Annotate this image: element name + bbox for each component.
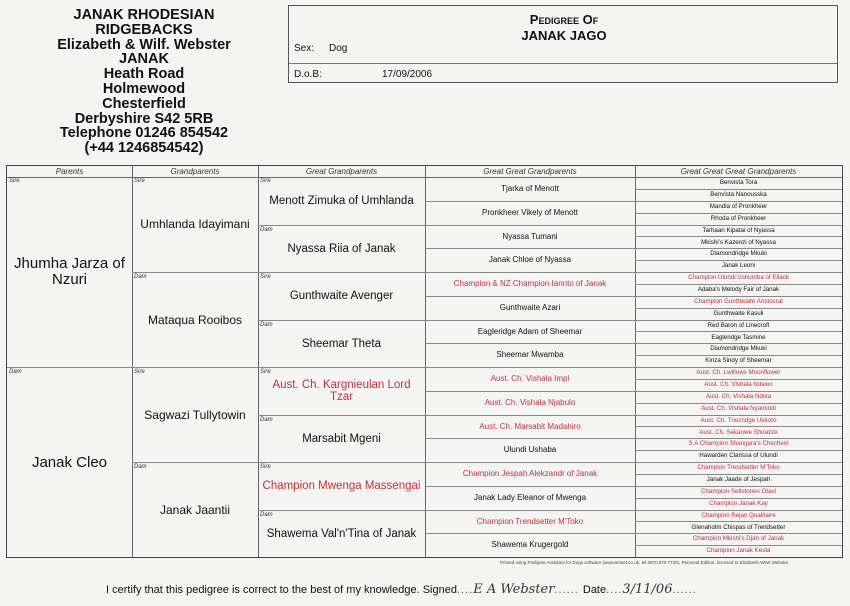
ggg-grandparent-name: Champion Trendsetter M'Toko: [697, 464, 780, 472]
column-header: Great Great Grandparents: [425, 166, 635, 178]
gg-grandparent-cell: [425, 367, 635, 391]
great-grandparent-cell: [258, 415, 425, 463]
grandparent-cell: [132, 177, 258, 272]
gg-grandparent-name: Nyassa Tumani: [502, 231, 558, 241]
gg-grandparent-name: Janak Lady Eleanor of Mwenga: [473, 492, 587, 502]
sire-label: Sire: [134, 369, 145, 375]
gg-grandparent-name: Gunthwaite Azari: [499, 302, 561, 312]
pedigree-title-line: Pedigree Of: [529, 12, 599, 27]
parent-name: Janak Cleo: [31, 453, 108, 471]
dam-label: Dam: [260, 511, 273, 518]
ggg-grandparent-cell: [635, 521, 842, 533]
pedigree-title: [479, 12, 649, 44]
breeder-line: Chesterfield: [102, 95, 186, 112]
parent-name: Jhumha Jarza of Nzuri: [14, 255, 125, 288]
gg-grandparent-cell: [425, 320, 635, 344]
gg-grandparent-cell: [425, 415, 635, 439]
gg-grandparent-name: Pronkheer Vikely of Menott: [482, 207, 578, 217]
breeder-line: Derbyshire S42 5RB: [74, 110, 214, 127]
pedigree-info-box: [288, 5, 838, 83]
ggg-grandparent-name: Glenaholm Chispas of Trendsetter: [691, 523, 786, 531]
breeder-line: JANAK: [119, 51, 169, 68]
ggg-grandparent-name: Rhoda of Pronkheer: [710, 214, 767, 222]
pedigree-table: [6, 165, 843, 558]
sire-label: Sire: [260, 369, 271, 375]
certification-text: I certify that this pedigree is correct to the best of my knowledge. Signed: [106, 584, 457, 596]
gg-grandparent-name: Champion Jespah Alekzandr of Janak: [462, 469, 598, 479]
ggg-grandparent-name: Hawarden Clarissa of Ulundi: [699, 452, 778, 460]
grandparent-cell: [132, 462, 258, 557]
column-header: Grandparents: [132, 166, 258, 178]
gg-grandparent-name: Eagleridge Adam of Sheemar: [477, 326, 583, 336]
gg-grandparent-cell: [425, 225, 635, 249]
great-grandparent-cell: [258, 272, 425, 320]
dam-label: Dam: [260, 226, 273, 233]
dob-value: 17/09/2006: [382, 69, 433, 80]
grandparent-cell: [132, 367, 258, 462]
ggg-grandparent-cell: [635, 236, 842, 248]
ggg-grandparent-cell: [635, 331, 842, 343]
ggg-grandparent-name: Champion Ulundi Ushumba of Ellack: [688, 274, 789, 282]
ggg-grandparent-name: Champion Janak Kesta: [706, 547, 771, 555]
great-grandparent-name: Menott Zimuka of Umhlanda: [269, 194, 414, 207]
parent-cell: [7, 367, 132, 557]
ggg-grandparent-cell: [635, 367, 842, 379]
grandparent-cell: [132, 272, 258, 367]
breeder-line: Holmewood: [102, 80, 186, 97]
great-grandparent-name: Marsabit Mgeni: [302, 432, 381, 445]
ggg-grandparent-name: Champion Seltstones Otavi: [701, 487, 776, 495]
ggg-grandparent-name: Mkishi's Kazenzi of Nyassa: [701, 238, 776, 246]
date-value: 3/11/06: [622, 582, 673, 597]
ggg-grandparent-cell: [635, 296, 842, 308]
ggg-grandparent-cell: [635, 343, 842, 355]
ggg-grandparent-name: Janak Leoni: [721, 262, 756, 270]
sire-label: Sire: [134, 178, 145, 184]
ggg-grandparent-cell: [635, 486, 842, 498]
ggg-grandparent-cell: [635, 225, 842, 237]
ggg-grandparent-name: Champion Mkishi's Djan of Janak: [692, 535, 785, 543]
dam-label: Dam: [9, 369, 22, 375]
great-grandparent-cell: [258, 367, 425, 415]
ggg-grandparent-cell: [635, 545, 842, 557]
date-label: Date: [582, 584, 607, 596]
ggg-grandparent-name: Aust. Ch. Vishala Nyamindi: [701, 404, 776, 412]
gg-grandparent-cell: [425, 201, 635, 225]
gg-grandparent-cell: [425, 272, 635, 296]
software-footnote: Printed using Pedigree Assistant for Dogs software (www.tenset.co.uk, tel 0870 670 7740). Personal Edition, licensed to Elizabeth AWW Webster: [500, 560, 789, 565]
ggg-grandparent-cell: [635, 498, 842, 510]
ggg-grandparent-name: Benvista Tora: [719, 178, 758, 186]
great-grandparent-cell: [258, 462, 425, 510]
ggg-grandparent-cell: [635, 320, 842, 332]
grandparent-name: Mataqua Rooibos: [147, 312, 243, 327]
ggg-grandparent-cell: [635, 403, 842, 415]
gg-grandparent-cell: [425, 486, 635, 510]
gg-grandparent-cell: [425, 177, 635, 201]
ggg-grandparent-name: Kinza Sindy of Sheemar: [705, 357, 772, 365]
gg-grandparent-name: Janak Chloe of Nyassa: [488, 255, 572, 265]
ggg-grandparent-name: Diamondridge Mkuki: [710, 345, 767, 353]
great-grandparent-cell: [258, 177, 425, 225]
great-grandparent-name: Champion Mwenga Massengai: [262, 480, 421, 493]
great-grandparent-name: Shawema Val'n'Tina of Janak: [266, 527, 417, 540]
divider: [289, 63, 837, 64]
breeder-line: (+44 1246854542): [84, 140, 204, 157]
ggg-grandparent-name: Mandla of Pronkheer: [709, 202, 768, 210]
ggg-grandparent-cell: [635, 426, 842, 438]
dam-label: Dam: [260, 416, 273, 423]
great-grandparent-name: Nyassa Riia of Janak: [287, 242, 396, 255]
breeder-line: Elizabeth & Wilf. Webster: [57, 36, 231, 53]
ggg-grandparent-name: Aust. Ch. Tnezridge Uekoto: [700, 416, 777, 424]
ggg-grandparent-cell: [635, 201, 842, 213]
gg-grandparent-cell: [425, 438, 635, 462]
gg-grandparent-name: Champion Trendsetter M'Toko: [476, 516, 584, 526]
signature: E A Webster: [473, 582, 555, 597]
great-grandparent-cell: [258, 320, 425, 368]
grandparent-name: Sagwazi Tullytowin: [144, 407, 246, 422]
parent-cell: [7, 177, 132, 367]
ggg-grandparent-name: Janak Jaade of Jespah: [706, 476, 771, 484]
ggg-grandparent-cell: [635, 260, 842, 272]
ggg-grandparent-name: S.A Champion Shangara's Checheni: [688, 440, 789, 448]
dam-label: Dam: [134, 464, 147, 470]
dam-label: Dam: [260, 321, 273, 328]
gg-grandparent-cell: [425, 296, 635, 320]
dob-label: D.o.B:: [294, 69, 322, 80]
sire-label: Sire: [260, 178, 271, 184]
ggg-grandparent-cell: [635, 379, 842, 391]
sire-label: Sire: [260, 464, 271, 470]
grandparent-name: Umhlanda Idayimani: [140, 217, 250, 232]
gg-grandparent-name: Champion & NZ Champion Iannto of Janak: [453, 279, 607, 289]
ggg-grandparent-name: Benvista Nanousska: [710, 191, 767, 199]
breeder-line: Telephone 01246 854542: [59, 125, 229, 142]
dog-name: JANAK JAGO: [521, 28, 607, 43]
ggg-grandparent-cell: [635, 189, 842, 201]
sex-value: Dog: [329, 43, 348, 54]
grandparent-name: Janak Jaantii: [159, 502, 231, 517]
ggg-grandparent-name: Diamondridge Mkuki: [710, 250, 767, 258]
ggg-grandparent-cell: [635, 474, 842, 486]
gg-grandparent-cell: [425, 462, 635, 486]
great-grandparent-name: Gunthwaite Avenger: [289, 290, 394, 303]
sire-label: Sire: [260, 274, 271, 280]
ggg-grandparent-cell: [635, 450, 842, 462]
ggg-grandparent-name: Aust. Ch. Lwillows Moonflower: [696, 369, 781, 377]
ggg-grandparent-cell: [635, 415, 842, 427]
gg-grandparent-cell: [425, 343, 635, 367]
gg-grandparent-cell: [425, 510, 635, 534]
column-header: Great Grandparents: [258, 166, 425, 178]
column-header: Parents: [7, 166, 132, 178]
ggg-grandparent-cell: [635, 438, 842, 450]
certification-line: I certify that this pedigree is correct to the best of my knowledge. Signed....E A Webster...... Date....3/11/06......: [106, 582, 697, 597]
gg-grandparent-name: Sheemar Mwamba: [496, 350, 564, 360]
ggg-grandparent-cell: [635, 308, 842, 320]
ggg-grandparent-name: Champion Rejan Qualitaire: [701, 511, 776, 519]
ggg-grandparent-cell: [635, 355, 842, 367]
breeder-line: RIDGEBACKS: [95, 21, 193, 38]
ggg-grandparent-name: Adaba's Melody Fair of Janak: [697, 286, 780, 294]
gg-grandparent-name: Shawema Krugergold: [491, 540, 569, 550]
ggg-grandparent-name: Eagleridge Tasmine: [711, 333, 766, 341]
ggg-grandparent-cell: [635, 284, 842, 296]
ggg-grandparent-cell: [635, 248, 842, 260]
gg-grandparent-name: Ulundi Ushaba: [503, 445, 557, 455]
ggg-grandparent-cell: [635, 391, 842, 403]
dam-label: Dam: [134, 274, 147, 280]
ggg-grandparent-name: Aust. Ch. Vishala Ndawo: [704, 381, 773, 389]
ggg-grandparent-cell: [635, 272, 842, 284]
gg-grandparent-cell: [425, 533, 635, 557]
ggg-grandparent-name: Champion Janak Kay: [709, 499, 768, 507]
breeder-address-block: [20, 8, 268, 156]
ggg-grandparent-name: Aust. Ch. Vishala Ndola: [705, 392, 772, 400]
column-header: Great Great Great Grandparents: [635, 166, 842, 178]
gg-grandparent-name: Tjarka of Menott: [501, 183, 559, 193]
ggg-grandparent-name: Champion Gunthwaite Aristocrat: [694, 297, 783, 305]
ggg-grandparent-name: Gunthwaite Kasuli: [713, 309, 764, 317]
gg-grandparent-name: Aust. Ch. Marsabit Madahiro: [479, 421, 581, 431]
ggg-grandparent-cell: [635, 177, 842, 189]
breeder-line: JANAK RHODESIAN: [73, 7, 215, 23]
ggg-grandparent-cell: [635, 462, 842, 474]
gg-grandparent-cell: [425, 391, 635, 415]
ggg-grandparent-cell: [635, 213, 842, 225]
ggg-grandparent-cell: [635, 533, 842, 545]
sire-label: Sire: [9, 178, 20, 184]
ggg-grandparent-name: Aust. Ch. Sekanwe Shirazze: [699, 428, 778, 436]
great-grandparent-cell: [258, 225, 425, 273]
great-grandparent-name: Aust. Ch. Kargnieulan Lord Tzar: [272, 379, 411, 404]
gg-grandparent-name: Aust. Ch. Vishala Njabulo: [484, 397, 576, 407]
gg-grandparent-name: Aust. Ch. Vishala Impi: [490, 374, 570, 384]
ggg-grandparent-name: Red Baron of Linecroft: [707, 321, 770, 329]
ggg-grandparent-name: Tarhaan Kipatai of Nyassa: [702, 226, 775, 234]
gg-grandparent-cell: [425, 248, 635, 272]
sex-label: Sex:: [294, 43, 315, 54]
great-grandparent-name: Sheemar Theta: [301, 337, 382, 350]
ggg-grandparent-cell: [635, 510, 842, 522]
great-grandparent-cell: [258, 510, 425, 558]
breeder-line: Heath Road: [103, 66, 185, 83]
